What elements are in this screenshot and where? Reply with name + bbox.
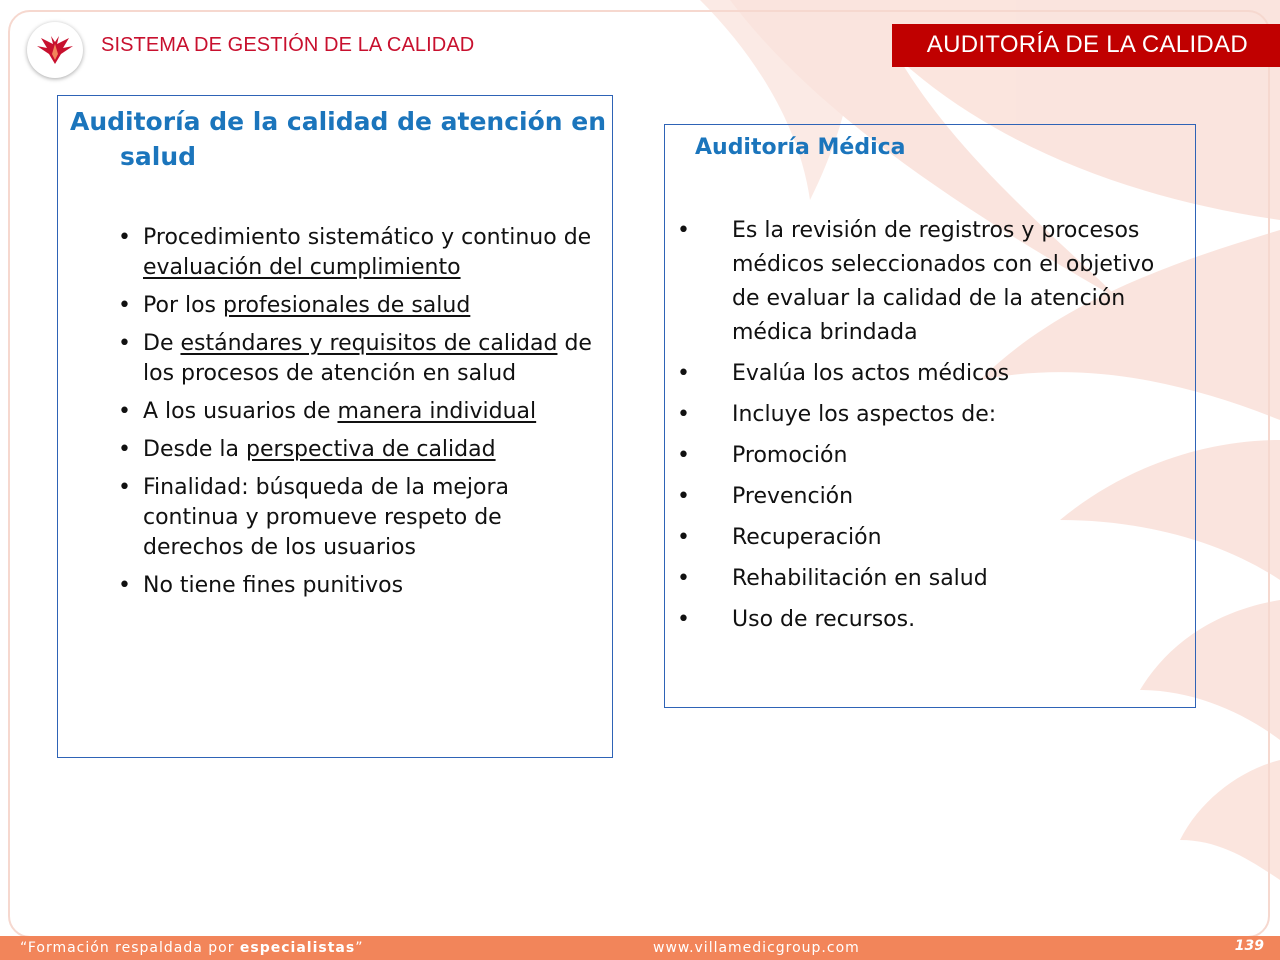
medical-audit-list-item: • Rehabilitación en salud bbox=[665, 562, 1185, 596]
medical-audit-list-item: • Es la revisión de registros y procesos médicos seleccionados con el objetivo de evaluar la calidad de la atención médica brindada bbox=[665, 214, 1185, 350]
quality-audit-list-item bbox=[116, 435, 596, 465]
medical-audit-list-item: • Uso de recursos. bbox=[665, 603, 1185, 637]
medical-audit-list-item: • Promoción bbox=[665, 439, 1185, 473]
org-title: SISTEMA DE GESTIÓN DE LA CALIDAD bbox=[101, 34, 475, 56]
medical-audit-list-item: • Evalúa los actos médicos bbox=[665, 357, 1185, 391]
item-text: No tiene fines punitivos bbox=[143, 573, 404, 598]
underlined-text: estándares y requisitos de calidad bbox=[180, 331, 558, 356]
quality-audit-list-item bbox=[116, 473, 596, 563]
footer-slogan-bold: especialistas bbox=[239, 940, 356, 956]
item-text: Por los bbox=[143, 293, 224, 318]
quality-audit-list-item bbox=[116, 329, 596, 389]
medical-audit-list-item: • Incluye los aspectos de: bbox=[665, 398, 1185, 432]
phoenix-logo-icon bbox=[35, 34, 75, 66]
item-text: Procedimiento sistemático y continuo de bbox=[143, 225, 592, 250]
quality-audit-list-item bbox=[116, 571, 596, 601]
quality-audit-title-line1: Auditoría de la calidad de atención en bbox=[70, 107, 607, 136]
medical-audit-title: Auditoría Médica bbox=[695, 135, 906, 160]
medical-audit-list-item: • Recuperación bbox=[665, 521, 1185, 555]
footer-slogan bbox=[20, 940, 363, 956]
underlined-text: perspectiva de calidad bbox=[246, 437, 496, 462]
quality-audit-title bbox=[70, 104, 610, 174]
medical-audit-list-item: • Prevención bbox=[665, 480, 1185, 514]
quality-audit-list-item bbox=[116, 291, 596, 321]
footer-website-link[interactable]: www.villamedicgroup.com bbox=[653, 940, 860, 956]
item-text: Desde la bbox=[143, 437, 247, 462]
quality-audit-box bbox=[57, 95, 613, 758]
item-text: De bbox=[143, 331, 181, 356]
quality-audit-title-line2: salud bbox=[120, 142, 197, 171]
underlined-text: manera individual bbox=[337, 399, 537, 424]
quality-audit-list-item bbox=[116, 397, 596, 427]
quality-audit-list bbox=[116, 223, 596, 609]
underlined-text: profesionales de salud bbox=[223, 293, 471, 318]
footer-slogan-pre: “Formación respaldada por bbox=[20, 940, 240, 956]
page-number: 139 bbox=[1234, 938, 1264, 954]
section-title: AUDITORÍA DE LA CALIDAD bbox=[926, 31, 1248, 58]
quality-audit-list-item bbox=[116, 223, 596, 283]
item-text: Finalidad: búsqueda de la mejora continua y promueve respeto de derechos de los usuarios bbox=[143, 475, 510, 560]
company-logo bbox=[27, 22, 83, 78]
footer-slogan-post: ” bbox=[355, 940, 364, 956]
footer-bar bbox=[0, 936, 1280, 960]
item-text: A los usuarios de bbox=[143, 399, 338, 424]
item-text: de los procesos de atención en salud bbox=[143, 331, 592, 386]
medical-audit-list bbox=[665, 214, 1185, 644]
medical-audit-box bbox=[664, 124, 1196, 708]
section-header-band bbox=[892, 24, 1280, 67]
underlined-text: evaluación del cumplimiento bbox=[143, 255, 461, 280]
